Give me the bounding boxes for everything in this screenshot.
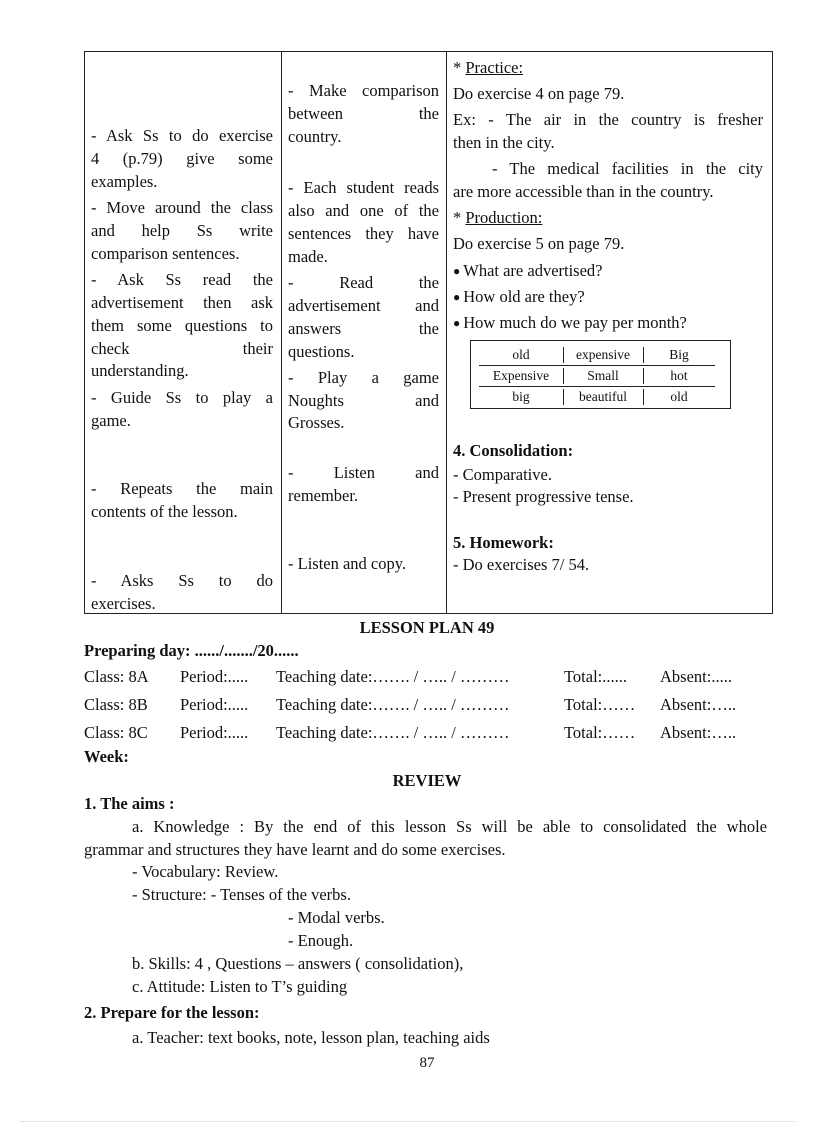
col1-line: check their	[91, 339, 273, 358]
absent-label: Absent:…..	[660, 695, 737, 714]
homework-heading: 5. Homework:	[453, 533, 554, 552]
page-bottom-rule	[20, 1121, 796, 1122]
word-table	[470, 340, 731, 409]
col1-line: - Guide Ss to play a	[91, 388, 273, 407]
total-label: Total:……	[564, 695, 636, 714]
col2-line: Grosses.	[288, 413, 345, 432]
structure-line: - Structure: - Tenses of the verbs.	[132, 885, 351, 904]
word-cell: Expensive	[492, 368, 550, 383]
col1-line: - Ask Ss read the	[91, 270, 273, 289]
vocabulary-line: - Vocabulary: Review.	[132, 862, 279, 881]
absent-label: Absent:.....	[660, 667, 732, 686]
homework-item: - Do exercises 7/ 54.	[453, 555, 590, 574]
word-cell: expensive	[576, 347, 630, 362]
col2-line: between the	[288, 104, 439, 123]
col2-line: made.	[288, 247, 328, 266]
col1-line: contents of the lesson.	[91, 502, 238, 521]
practice-task: Do exercise 4 on page 79.	[453, 84, 625, 103]
col1-line: examples.	[91, 172, 158, 191]
skills-line: b. Skills: 4 , Questions – answers ( consolidation),	[132, 954, 464, 973]
teaching-date: Teaching date:……. / ….. / ………	[276, 667, 510, 686]
col1-line: exercises.	[91, 594, 156, 613]
question-item: ● How much do we pay per month?	[453, 313, 687, 332]
word-table-row	[479, 366, 715, 387]
word-cell: old	[512, 347, 530, 362]
bullet-icon: ●	[453, 290, 461, 304]
modal-line: - Modal verbs.	[288, 908, 385, 927]
review-title: REVIEW	[392, 771, 462, 790]
col2-line: country.	[288, 127, 342, 146]
week-label: Week:	[84, 747, 129, 766]
word-cell: old	[670, 389, 688, 404]
col1-line: advertisement then ask	[91, 293, 273, 312]
word-cell: Big	[669, 347, 689, 362]
production-task: Do exercise 5 on page 79.	[453, 234, 625, 253]
word-table-row	[479, 387, 715, 407]
example-line: Ex: - The air in the country is fresher	[453, 110, 763, 129]
preparing-day: Preparing day: ....../......./20......	[84, 641, 299, 660]
col1-line: - Repeats the main	[91, 479, 273, 498]
col2-line: also and one of the	[288, 201, 439, 220]
col2-line: answers the	[288, 319, 439, 338]
col1-line: - Move around the class	[91, 198, 273, 217]
col2-line: - Read the	[288, 273, 439, 292]
col2-line: - Each student reads	[288, 178, 439, 197]
col1-line: - Ask Ss to do exercise	[91, 126, 273, 145]
knowledge-line: grammar and structures they have learnt and do some exercises.	[84, 840, 506, 859]
col2-line: advertisement and	[288, 296, 439, 315]
lesson-plan-title: LESSON PLAN 49	[359, 618, 495, 637]
class-label: Class: 8A	[84, 667, 149, 686]
bullet-icon: ●	[453, 316, 461, 330]
enough-line: - Enough.	[288, 931, 354, 950]
knowledge-line: a. Knowledge : By the end of this lesson Ss will be able to consolidated the whole	[132, 817, 767, 836]
col2-line: - Listen and	[288, 463, 439, 482]
attitude-line: c. Attitude: Listen to T’s guiding	[132, 977, 348, 996]
consolidation-item: - Comparative.	[453, 465, 552, 484]
teaching-date: Teaching date:……. / ….. / ………	[276, 695, 510, 714]
word-cell: big	[512, 389, 530, 404]
aims-heading: 1. The aims :	[84, 794, 175, 813]
question-item: ● What are advertised?	[453, 261, 603, 280]
col2-line: remember.	[288, 486, 359, 505]
page-number: 87	[419, 1055, 435, 1071]
prepare-heading: 2. Prepare for the lesson:	[84, 1003, 260, 1022]
col1-line: and help Ss write	[91, 221, 273, 240]
teaching-date: Teaching date:……. / ….. / ………	[276, 723, 510, 742]
consolidation-heading: 4. Consolidation:	[453, 441, 574, 460]
absent-label: Absent:…..	[660, 723, 737, 742]
period-label: Period:.....	[180, 667, 249, 686]
column-divider-1	[281, 52, 282, 613]
class-label: Class: 8B	[84, 695, 148, 714]
total-label: Total:......	[564, 667, 628, 686]
col1-line: them some questions to	[91, 316, 273, 335]
consolidation-item: - Present progressive tense.	[453, 487, 634, 506]
example-line: are more accessible than in the country.	[453, 182, 714, 201]
col2-line: sentences they have	[288, 224, 439, 243]
teacher-line: a. Teacher: text books, note, lesson plan, teaching aids	[132, 1028, 490, 1047]
col1-line: understanding.	[91, 361, 189, 380]
example-line: then in the city.	[453, 133, 555, 152]
production-heading: * Production:	[453, 208, 543, 227]
word-cell: Small	[587, 368, 619, 383]
col2-line: Noughts and	[288, 391, 439, 410]
class-label: Class: 8C	[84, 723, 148, 742]
col1-line: - Asks Ss to do	[91, 571, 273, 590]
total-label: Total:……	[564, 723, 636, 742]
column-divider-2	[446, 52, 447, 613]
practice-heading: * Practice:	[453, 58, 524, 77]
col2-line: questions.	[288, 342, 355, 361]
col1-line: game.	[91, 411, 131, 430]
col2-line: - Make comparison	[288, 81, 439, 100]
col2-line: - Listen and copy.	[288, 554, 407, 573]
question-item: ● How old are they?	[453, 287, 585, 306]
example-line: - The medical facilities in the city	[492, 159, 763, 178]
col2-line: - Play a game	[288, 368, 439, 387]
period-label: Period:.....	[180, 695, 249, 714]
word-cell: beautiful	[579, 389, 627, 404]
word-table-row	[479, 345, 715, 366]
period-label: Period:.....	[180, 723, 249, 742]
word-cell: hot	[670, 368, 688, 383]
bullet-icon: ●	[453, 264, 461, 278]
col1-line: comparison sentences.	[91, 244, 240, 263]
col1-line: 4 (p.79) give some	[91, 149, 273, 168]
